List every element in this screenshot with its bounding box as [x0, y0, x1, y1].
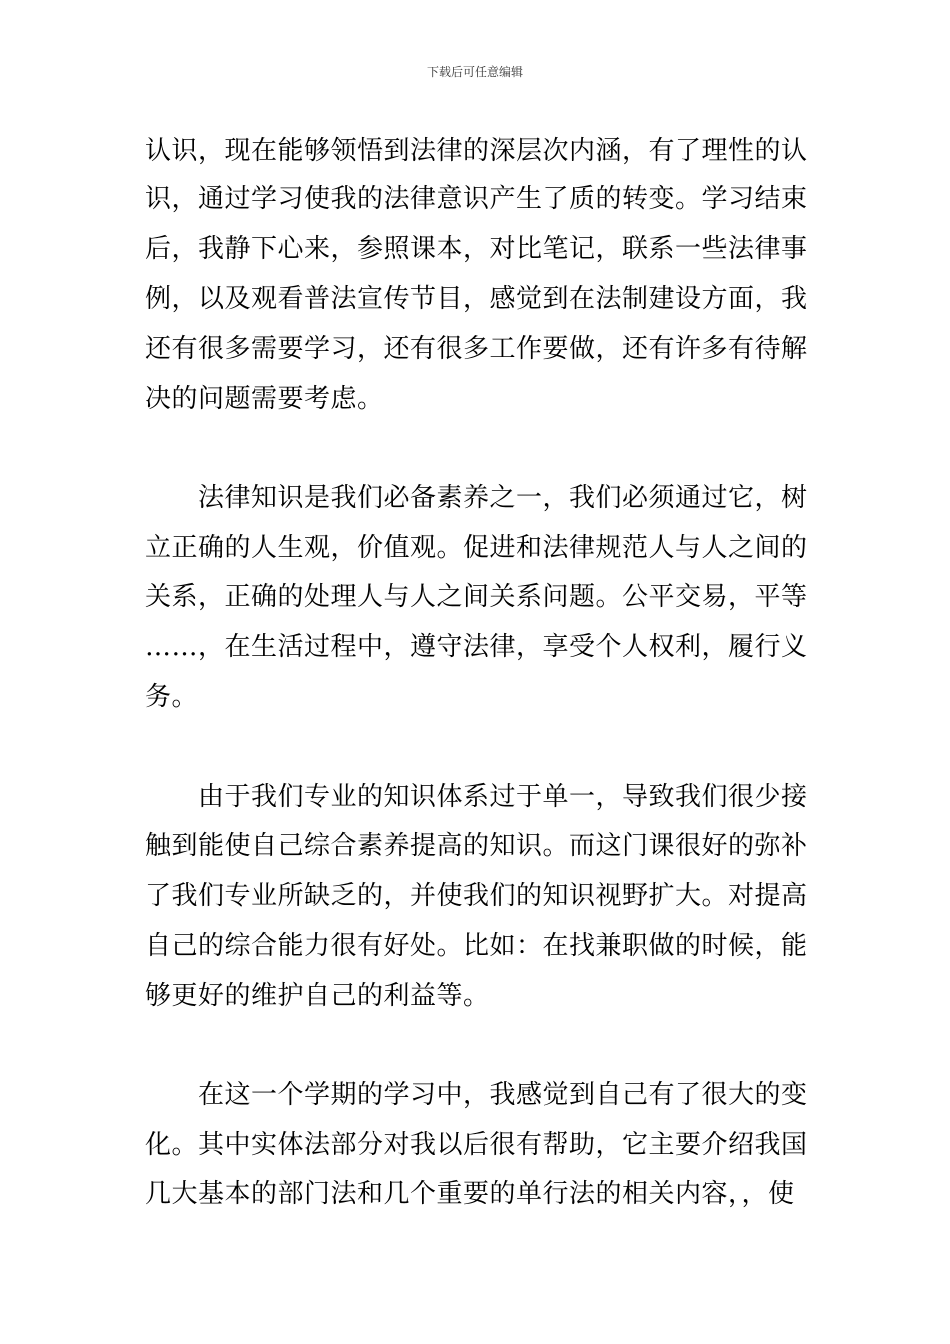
paragraph-2-line-4: ……，在生活过程中，遵守法律，享受个人权利，履行义	[145, 632, 808, 662]
paragraph-1-line-4: 例，以及观看普法宣传节目，感觉到在法制建设方面，我	[145, 284, 808, 314]
page-header: 下载后可任意编辑	[426, 65, 523, 79]
paragraph-3-line-2: 触到能使自己综合素养提高的知识。而这门课很好的弥补	[145, 831, 808, 861]
paragraph-4-line-3: 几大基本的部门法和几个重要的单行法的相关内容，，使	[145, 1179, 795, 1209]
paragraph-2-line-3: 关系，正确的处理人与人之间关系问题。公平交易，平等	[145, 582, 808, 612]
paragraph-4-line-2: 化。其中实体法部分对我以后很有帮助，它主要介绍我国	[145, 1130, 808, 1160]
paragraph-3-line-3: 了我们专业所缺乏的，并使我们的知识视野扩大。对提高	[145, 881, 808, 911]
paragraph-1-line-5: 还有很多需要学习，还有很多工作要做，还有许多有待解	[145, 334, 808, 364]
paragraph-2-line-5: 务。	[145, 682, 199, 712]
paragraph-2-line-1: 法律知识是我们必备素养之一，我们必须通过它，树	[145, 483, 808, 513]
paragraph-1-line-3: 后，我静下心来，参照课本，对比笔记，联系一些法律事	[145, 234, 808, 264]
paragraph-4-line-1: 在这一个学期的学习中，我感觉到自己有了很大的变	[145, 1080, 808, 1110]
paragraph-2-line-2: 立正确的人生观，价值观。促进和法律规范人与人之间的	[145, 533, 808, 563]
paragraph-1-line-6: 决的问题需要考虑。	[145, 384, 384, 414]
paragraph-1-line-1: 认识，现在能够领悟到法律的深层次内涵，有了理性的认	[145, 136, 808, 166]
paragraph-3-line-5: 够更好的维护自己的利益等。	[145, 981, 490, 1011]
paragraph-3-line-1: 由于我们专业的知识体系过于单一，导致我们很少接	[145, 782, 808, 812]
paragraph-1-line-2: 识，通过学习使我的法律意识产生了质的转变。学习结束	[145, 184, 808, 214]
paragraph-3-line-4: 自己的综合能力很有好处。比如：在找兼职做的时候，能	[145, 931, 808, 961]
